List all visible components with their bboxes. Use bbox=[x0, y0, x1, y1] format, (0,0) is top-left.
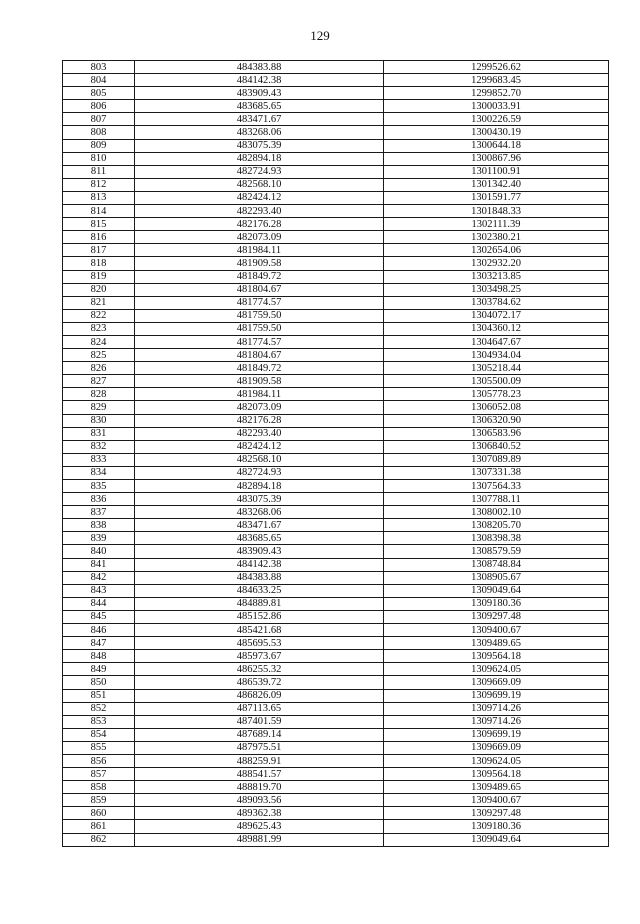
y-coordinate-cell: 1305778.23 bbox=[384, 388, 609, 401]
y-coordinate-cell: 1301848.33 bbox=[384, 205, 609, 218]
x-coordinate-cell: 483268.06 bbox=[135, 506, 384, 519]
point-number-cell: 861 bbox=[63, 820, 135, 833]
table-row bbox=[63, 466, 609, 479]
point-number-cell: 811 bbox=[63, 165, 135, 178]
y-coordinate-cell: 1309489.65 bbox=[384, 637, 609, 650]
x-coordinate-cell: 481774.57 bbox=[135, 296, 384, 309]
point-number-cell: 809 bbox=[63, 139, 135, 152]
table-row bbox=[63, 820, 609, 833]
point-number-cell: 832 bbox=[63, 440, 135, 453]
x-coordinate-cell: 481759.50 bbox=[135, 322, 384, 335]
table-row bbox=[63, 794, 609, 807]
point-number-cell: 812 bbox=[63, 178, 135, 191]
y-coordinate-cell: 1309564.18 bbox=[384, 650, 609, 663]
point-number-cell: 829 bbox=[63, 401, 135, 414]
table-row bbox=[63, 519, 609, 532]
table-row bbox=[63, 545, 609, 558]
x-coordinate-cell: 481984.11 bbox=[135, 244, 384, 257]
table-row bbox=[63, 833, 609, 846]
x-coordinate-cell: 486255.32 bbox=[135, 663, 384, 676]
x-coordinate-cell: 487689.14 bbox=[135, 728, 384, 741]
y-coordinate-cell: 1309699.19 bbox=[384, 728, 609, 741]
table-row bbox=[63, 61, 609, 74]
y-coordinate-cell: 1304072.17 bbox=[384, 309, 609, 322]
x-coordinate-cell: 482293.40 bbox=[135, 205, 384, 218]
x-coordinate-cell: 481759.50 bbox=[135, 309, 384, 322]
y-coordinate-cell: 1305500.09 bbox=[384, 375, 609, 388]
table-row bbox=[63, 165, 609, 178]
y-coordinate-cell: 1308398.38 bbox=[384, 532, 609, 545]
table-row bbox=[63, 728, 609, 741]
y-coordinate-cell: 1300867.96 bbox=[384, 152, 609, 165]
y-coordinate-cell: 1301100.91 bbox=[384, 165, 609, 178]
table-row bbox=[63, 584, 609, 597]
x-coordinate-cell: 484383.88 bbox=[135, 61, 384, 74]
x-coordinate-cell: 487113.65 bbox=[135, 702, 384, 715]
point-number-cell: 854 bbox=[63, 728, 135, 741]
table-row bbox=[63, 532, 609, 545]
y-coordinate-cell: 1303213.85 bbox=[384, 270, 609, 283]
point-number-cell: 860 bbox=[63, 807, 135, 820]
x-coordinate-cell: 482894.18 bbox=[135, 152, 384, 165]
table-row bbox=[63, 637, 609, 650]
point-number-cell: 816 bbox=[63, 231, 135, 244]
y-coordinate-cell: 1300033.91 bbox=[384, 100, 609, 113]
x-coordinate-cell: 483268.06 bbox=[135, 126, 384, 139]
x-coordinate-cell: 482724.93 bbox=[135, 165, 384, 178]
table-row bbox=[63, 702, 609, 715]
y-coordinate-cell: 1302654.06 bbox=[384, 244, 609, 257]
table-row bbox=[63, 257, 609, 270]
point-number-cell: 836 bbox=[63, 493, 135, 506]
y-coordinate-cell: 1309049.64 bbox=[384, 584, 609, 597]
y-coordinate-cell: 1308205.70 bbox=[384, 519, 609, 532]
point-number-cell: 826 bbox=[63, 362, 135, 375]
y-coordinate-cell: 1306052.08 bbox=[384, 401, 609, 414]
y-coordinate-cell: 1301591.77 bbox=[384, 191, 609, 204]
x-coordinate-cell: 485152.86 bbox=[135, 610, 384, 623]
x-coordinate-cell: 487975.51 bbox=[135, 741, 384, 754]
point-number-cell: 848 bbox=[63, 650, 135, 663]
table-row bbox=[63, 388, 609, 401]
y-coordinate-cell: 1309400.67 bbox=[384, 794, 609, 807]
table-row bbox=[63, 624, 609, 637]
table-row bbox=[63, 506, 609, 519]
table-row bbox=[63, 781, 609, 794]
point-number-cell: 820 bbox=[63, 283, 135, 296]
point-number-cell: 831 bbox=[63, 427, 135, 440]
y-coordinate-cell: 1309180.36 bbox=[384, 820, 609, 833]
x-coordinate-cell: 483685.65 bbox=[135, 100, 384, 113]
table-row bbox=[63, 375, 609, 388]
y-coordinate-cell: 1301342.40 bbox=[384, 178, 609, 191]
table-row bbox=[63, 715, 609, 728]
y-coordinate-cell: 1307331.38 bbox=[384, 466, 609, 479]
y-coordinate-cell: 1304647.67 bbox=[384, 335, 609, 348]
point-number-cell: 845 bbox=[63, 610, 135, 623]
x-coordinate-cell: 482176.28 bbox=[135, 414, 384, 427]
x-coordinate-cell: 482894.18 bbox=[135, 480, 384, 493]
x-coordinate-cell: 489625.43 bbox=[135, 820, 384, 833]
table-row bbox=[63, 270, 609, 283]
point-number-cell: 857 bbox=[63, 768, 135, 781]
x-coordinate-cell: 483471.67 bbox=[135, 113, 384, 126]
table-row bbox=[63, 152, 609, 165]
table-row bbox=[63, 244, 609, 257]
y-coordinate-cell: 1299526.62 bbox=[384, 61, 609, 74]
table-row bbox=[63, 493, 609, 506]
x-coordinate-cell: 484142.38 bbox=[135, 558, 384, 571]
y-coordinate-cell: 1308905.67 bbox=[384, 571, 609, 584]
point-number-cell: 813 bbox=[63, 191, 135, 204]
x-coordinate-cell: 481909.58 bbox=[135, 257, 384, 270]
table-row bbox=[63, 663, 609, 676]
x-coordinate-cell: 488259.91 bbox=[135, 754, 384, 767]
y-coordinate-cell: 1309714.26 bbox=[384, 702, 609, 715]
y-coordinate-cell: 1302380.21 bbox=[384, 231, 609, 244]
point-number-cell: 835 bbox=[63, 480, 135, 493]
y-coordinate-cell: 1309564.18 bbox=[384, 768, 609, 781]
point-number-cell: 814 bbox=[63, 205, 135, 218]
x-coordinate-cell: 482073.09 bbox=[135, 231, 384, 244]
y-coordinate-cell: 1299683.45 bbox=[384, 74, 609, 87]
point-number-cell: 822 bbox=[63, 309, 135, 322]
table-row bbox=[63, 126, 609, 139]
point-number-cell: 833 bbox=[63, 453, 135, 466]
point-number-cell: 808 bbox=[63, 126, 135, 139]
y-coordinate-cell: 1309699.19 bbox=[384, 689, 609, 702]
x-coordinate-cell: 482073.09 bbox=[135, 401, 384, 414]
x-coordinate-cell: 488541.57 bbox=[135, 768, 384, 781]
y-coordinate-cell: 1302111.39 bbox=[384, 218, 609, 231]
point-number-cell: 862 bbox=[63, 833, 135, 846]
table-row bbox=[63, 741, 609, 754]
x-coordinate-cell: 481804.67 bbox=[135, 349, 384, 362]
point-number-cell: 837 bbox=[63, 506, 135, 519]
table-row bbox=[63, 558, 609, 571]
x-coordinate-cell: 484889.81 bbox=[135, 597, 384, 610]
y-coordinate-cell: 1300644.18 bbox=[384, 139, 609, 152]
x-coordinate-cell: 483075.39 bbox=[135, 493, 384, 506]
point-number-cell: 830 bbox=[63, 414, 135, 427]
table-row bbox=[63, 650, 609, 663]
x-coordinate-cell: 482424.12 bbox=[135, 440, 384, 453]
table-row bbox=[63, 218, 609, 231]
point-number-cell: 825 bbox=[63, 349, 135, 362]
y-coordinate-cell: 1309489.65 bbox=[384, 781, 609, 794]
x-coordinate-cell: 484383.88 bbox=[135, 571, 384, 584]
x-coordinate-cell: 484142.38 bbox=[135, 74, 384, 87]
x-coordinate-cell: 485695.53 bbox=[135, 637, 384, 650]
y-coordinate-cell: 1309624.05 bbox=[384, 663, 609, 676]
table-row bbox=[63, 676, 609, 689]
table-row bbox=[63, 113, 609, 126]
point-number-cell: 858 bbox=[63, 781, 135, 794]
point-number-cell: 823 bbox=[63, 322, 135, 335]
point-number-cell: 810 bbox=[63, 152, 135, 165]
table-row bbox=[63, 480, 609, 493]
y-coordinate-cell: 1300226.59 bbox=[384, 113, 609, 126]
y-coordinate-cell: 1306840.52 bbox=[384, 440, 609, 453]
x-coordinate-cell: 488819.70 bbox=[135, 781, 384, 794]
table-row bbox=[63, 571, 609, 584]
point-number-cell: 804 bbox=[63, 74, 135, 87]
table-row bbox=[63, 74, 609, 87]
point-number-cell: 843 bbox=[63, 584, 135, 597]
x-coordinate-cell: 481774.57 bbox=[135, 335, 384, 348]
x-coordinate-cell: 481849.72 bbox=[135, 270, 384, 283]
y-coordinate-cell: 1303498.25 bbox=[384, 283, 609, 296]
point-number-cell: 806 bbox=[63, 100, 135, 113]
point-number-cell: 850 bbox=[63, 676, 135, 689]
point-number-cell: 805 bbox=[63, 87, 135, 100]
x-coordinate-cell: 481984.11 bbox=[135, 388, 384, 401]
point-number-cell: 827 bbox=[63, 375, 135, 388]
table-row bbox=[63, 453, 609, 466]
point-number-cell: 815 bbox=[63, 218, 135, 231]
y-coordinate-cell: 1309714.26 bbox=[384, 715, 609, 728]
point-number-cell: 841 bbox=[63, 558, 135, 571]
table-row bbox=[63, 309, 609, 322]
x-coordinate-cell: 481849.72 bbox=[135, 362, 384, 375]
page-number: 129 bbox=[310, 28, 330, 43]
y-coordinate-cell: 1306320.90 bbox=[384, 414, 609, 427]
point-number-cell: 824 bbox=[63, 335, 135, 348]
table-row bbox=[63, 427, 609, 440]
y-coordinate-cell: 1308579.59 bbox=[384, 545, 609, 558]
point-number-cell: 844 bbox=[63, 597, 135, 610]
table-row bbox=[63, 349, 609, 362]
point-number-cell: 817 bbox=[63, 244, 135, 257]
point-number-cell: 834 bbox=[63, 466, 135, 479]
y-coordinate-cell: 1308002.10 bbox=[384, 506, 609, 519]
table-row bbox=[63, 610, 609, 623]
point-number-cell: 819 bbox=[63, 270, 135, 283]
table-row bbox=[63, 689, 609, 702]
y-coordinate-cell: 1307564.33 bbox=[384, 480, 609, 493]
point-number-cell: 821 bbox=[63, 296, 135, 309]
table-row bbox=[63, 87, 609, 100]
x-coordinate-cell: 483471.67 bbox=[135, 519, 384, 532]
point-number-cell: 851 bbox=[63, 689, 135, 702]
y-coordinate-cell: 1307089.89 bbox=[384, 453, 609, 466]
x-coordinate-cell: 489093.56 bbox=[135, 794, 384, 807]
x-coordinate-cell: 483909.43 bbox=[135, 87, 384, 100]
y-coordinate-cell: 1309669.09 bbox=[384, 741, 609, 754]
x-coordinate-cell: 482424.12 bbox=[135, 191, 384, 204]
x-coordinate-cell: 483685.65 bbox=[135, 532, 384, 545]
x-coordinate-cell: 481804.67 bbox=[135, 283, 384, 296]
coordinate-table-body bbox=[63, 61, 609, 847]
point-number-cell: 847 bbox=[63, 637, 135, 650]
y-coordinate-cell: 1308748.84 bbox=[384, 558, 609, 571]
table-row bbox=[63, 231, 609, 244]
x-coordinate-cell: 483075.39 bbox=[135, 139, 384, 152]
table-row bbox=[63, 401, 609, 414]
x-coordinate-cell: 481909.58 bbox=[135, 375, 384, 388]
y-coordinate-cell: 1306583.96 bbox=[384, 427, 609, 440]
table-row bbox=[63, 205, 609, 218]
point-number-cell: 839 bbox=[63, 532, 135, 545]
x-coordinate-cell: 485421.68 bbox=[135, 624, 384, 637]
coordinate-table bbox=[62, 60, 609, 847]
y-coordinate-cell: 1303784.62 bbox=[384, 296, 609, 309]
point-number-cell: 859 bbox=[63, 794, 135, 807]
point-number-cell: 853 bbox=[63, 715, 135, 728]
point-number-cell: 818 bbox=[63, 257, 135, 270]
y-coordinate-cell: 1309624.05 bbox=[384, 754, 609, 767]
x-coordinate-cell: 486539.72 bbox=[135, 676, 384, 689]
y-coordinate-cell: 1304934.04 bbox=[384, 349, 609, 362]
table-row bbox=[63, 807, 609, 820]
y-coordinate-cell: 1309669.09 bbox=[384, 676, 609, 689]
point-number-cell: 842 bbox=[63, 571, 135, 584]
table-row bbox=[63, 440, 609, 453]
x-coordinate-cell: 486826.09 bbox=[135, 689, 384, 702]
x-coordinate-cell: 485973.67 bbox=[135, 650, 384, 663]
point-number-cell: 828 bbox=[63, 388, 135, 401]
x-coordinate-cell: 483909.43 bbox=[135, 545, 384, 558]
table-row bbox=[63, 296, 609, 309]
y-coordinate-cell: 1309297.48 bbox=[384, 610, 609, 623]
y-coordinate-cell: 1305218.44 bbox=[384, 362, 609, 375]
table-row bbox=[63, 322, 609, 335]
table-row bbox=[63, 754, 609, 767]
y-coordinate-cell: 1299852.70 bbox=[384, 87, 609, 100]
point-number-cell: 849 bbox=[63, 663, 135, 676]
point-number-cell: 846 bbox=[63, 624, 135, 637]
x-coordinate-cell: 484633.25 bbox=[135, 584, 384, 597]
x-coordinate-cell: 482293.40 bbox=[135, 427, 384, 440]
y-coordinate-cell: 1304360.12 bbox=[384, 322, 609, 335]
point-number-cell: 855 bbox=[63, 741, 135, 754]
table-row bbox=[63, 768, 609, 781]
x-coordinate-cell: 489362.38 bbox=[135, 807, 384, 820]
table-row bbox=[63, 283, 609, 296]
point-number-cell: 856 bbox=[63, 754, 135, 767]
y-coordinate-cell: 1309400.67 bbox=[384, 624, 609, 637]
point-number-cell: 840 bbox=[63, 545, 135, 558]
table-row bbox=[63, 178, 609, 191]
table-row bbox=[63, 335, 609, 348]
point-number-cell: 803 bbox=[63, 61, 135, 74]
point-number-cell: 838 bbox=[63, 519, 135, 532]
y-coordinate-cell: 1300430.19 bbox=[384, 126, 609, 139]
x-coordinate-cell: 482724.93 bbox=[135, 466, 384, 479]
table-row bbox=[63, 191, 609, 204]
x-coordinate-cell: 487401.59 bbox=[135, 715, 384, 728]
point-number-cell: 852 bbox=[63, 702, 135, 715]
y-coordinate-cell: 1309049.64 bbox=[384, 833, 609, 846]
table-row bbox=[63, 597, 609, 610]
y-coordinate-cell: 1309297.48 bbox=[384, 807, 609, 820]
x-coordinate-cell: 489881.99 bbox=[135, 833, 384, 846]
y-coordinate-cell: 1302932.20 bbox=[384, 257, 609, 270]
table-row bbox=[63, 414, 609, 427]
x-coordinate-cell: 482568.10 bbox=[135, 453, 384, 466]
table-row bbox=[63, 100, 609, 113]
x-coordinate-cell: 482176.28 bbox=[135, 218, 384, 231]
x-coordinate-cell: 482568.10 bbox=[135, 178, 384, 191]
y-coordinate-cell: 1307788.11 bbox=[384, 493, 609, 506]
table-row bbox=[63, 139, 609, 152]
point-number-cell: 807 bbox=[63, 113, 135, 126]
y-coordinate-cell: 1309180.36 bbox=[384, 597, 609, 610]
table-row bbox=[63, 362, 609, 375]
